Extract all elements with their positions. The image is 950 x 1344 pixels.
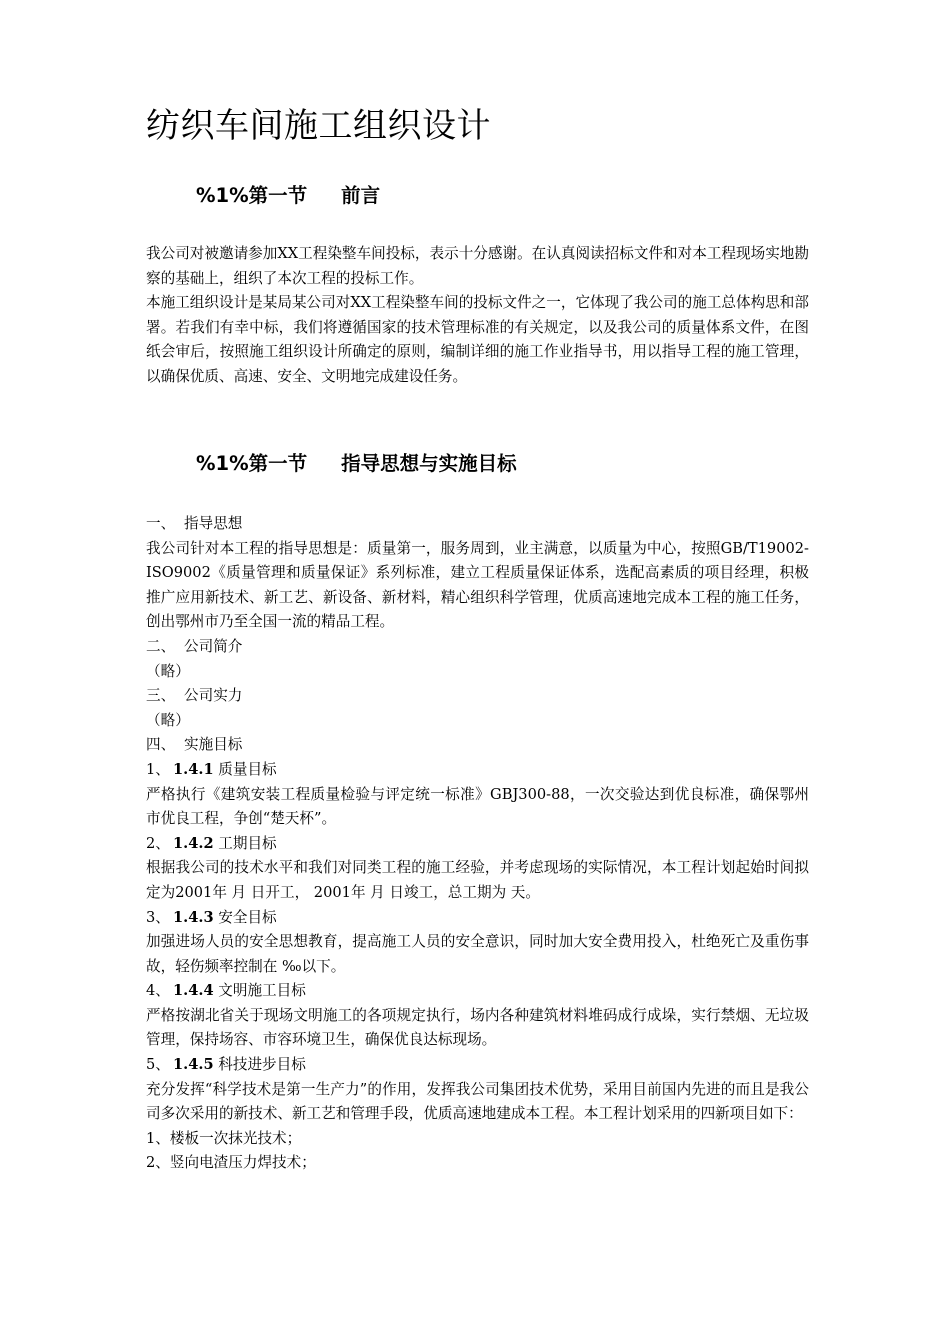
paragraph: 充分发挥“科学技术是第一生产力”的作用，发挥我公司集团技术优势，采用目前国内先进的而且是我公司多次采用的新技术、新工艺和管理手段，优质高速地建成本工程。本工程计划采用的四新项目如下： (146, 1080, 809, 1123)
paragraph: 本施工组织设计是某局某公司对XX工程染整车间的投标文件之一，它体现了我公司的施工总体构思和部署。若我们有幸中标，我们将遵循国家的技术管理标准的有关规定，以及我公司的质量体系文件，在图纸会审后，按照施工组织设计所确定的原则，编制详细的施工作业指导书，用以指导工程的施工管理，以确保优质、高速、安全、文明地完成建设任务。 (146, 294, 809, 385)
paragraph: 严格按湖北省关于现场文明施工的各项规定执行，场内各种建筑材料堆码成行成垛，实行禁烟、无垃圾管理，保持场容、市容环境卫生，确保优良达标现场。 (146, 1006, 809, 1049)
document-title: 纺织车间施工组织设计 (146, 106, 491, 146)
list-item-heading: 二、 公司简介 (146, 637, 243, 655)
goal-heading: 2、 1.4.2 工期目标 (146, 834, 277, 852)
guiding-ideas-body (146, 512, 809, 1176)
paragraph: 我公司针对本工程的指导思想是：质量第一，服务周到，业主满意，以质量为中心，按照GB/T19002-ISO9002《质量管理和质量保证》系列标准，建立工程质量保证体系，选配高素质的项目经理，积极推广应用新技术、新工艺、新设备、新材料，精心组织科学管理，优质高速地完成本工程的施工任务，创出鄂州市乃至全国一流的精品工程。 (146, 539, 809, 631)
list-item-heading: 四、 实施目标 (146, 736, 243, 754)
list-item: 2、竖向电渣压力焊技术； (146, 1154, 316, 1172)
list-item-heading: 三、 公司实力 (146, 687, 243, 705)
list-item-heading: 一、 指导思想 (146, 515, 243, 532)
paragraph: 严格执行《建筑安装工程质量检验与评定统一标准》GBJ300-88，一次交验达到优良标准，确保鄂州市优良工程，争创“楚天杯”。 (146, 785, 809, 828)
goal-heading: 4、 1.4.4 文明施工目标 (146, 982, 306, 1000)
paragraph: （略） (146, 711, 190, 729)
section-title: 前言 (341, 184, 381, 207)
goal-heading: 5、 1.4.5 科技进步目标 (146, 1056, 306, 1074)
section-heading-preface (196, 182, 380, 210)
section-number: %1%第一节 (196, 452, 308, 475)
paragraph: 我公司对被邀请参加XX工程染整车间投标，表示十分感谢。在认真阅读招标文件和对本工程现场实地勘察的基础上，组织了本次工程的投标工作。 (146, 245, 809, 287)
goal-heading: 1、 1.4.1 质量目标 (146, 760, 277, 778)
section-title: 指导思想与实施目标 (341, 452, 517, 475)
paragraph: 根据我公司的技术水平和我们对同类工程的施工经验，并考虑现场的实际情况，本工程计划起始时间拟定为2001年 月 日开工， 2001年 月 日竣工，总工期为 天。 (146, 859, 809, 901)
section-number: %1%第一节 (196, 184, 308, 207)
paragraph: （略） (146, 662, 190, 680)
list-item: 1、楼板一次抹光技术； (146, 1129, 302, 1147)
section-heading-guiding-ideas (196, 450, 517, 478)
goal-heading: 3、 1.4.3 安全目标 (146, 908, 277, 926)
preface-body (146, 242, 809, 390)
paragraph: 加强进场人员的安全思想教育，提高施工人员的安全意识，同时加大安全费用投入，杜绝死亡及重伤事故，轻伤频率控制在 ‰以下。 (146, 933, 809, 975)
